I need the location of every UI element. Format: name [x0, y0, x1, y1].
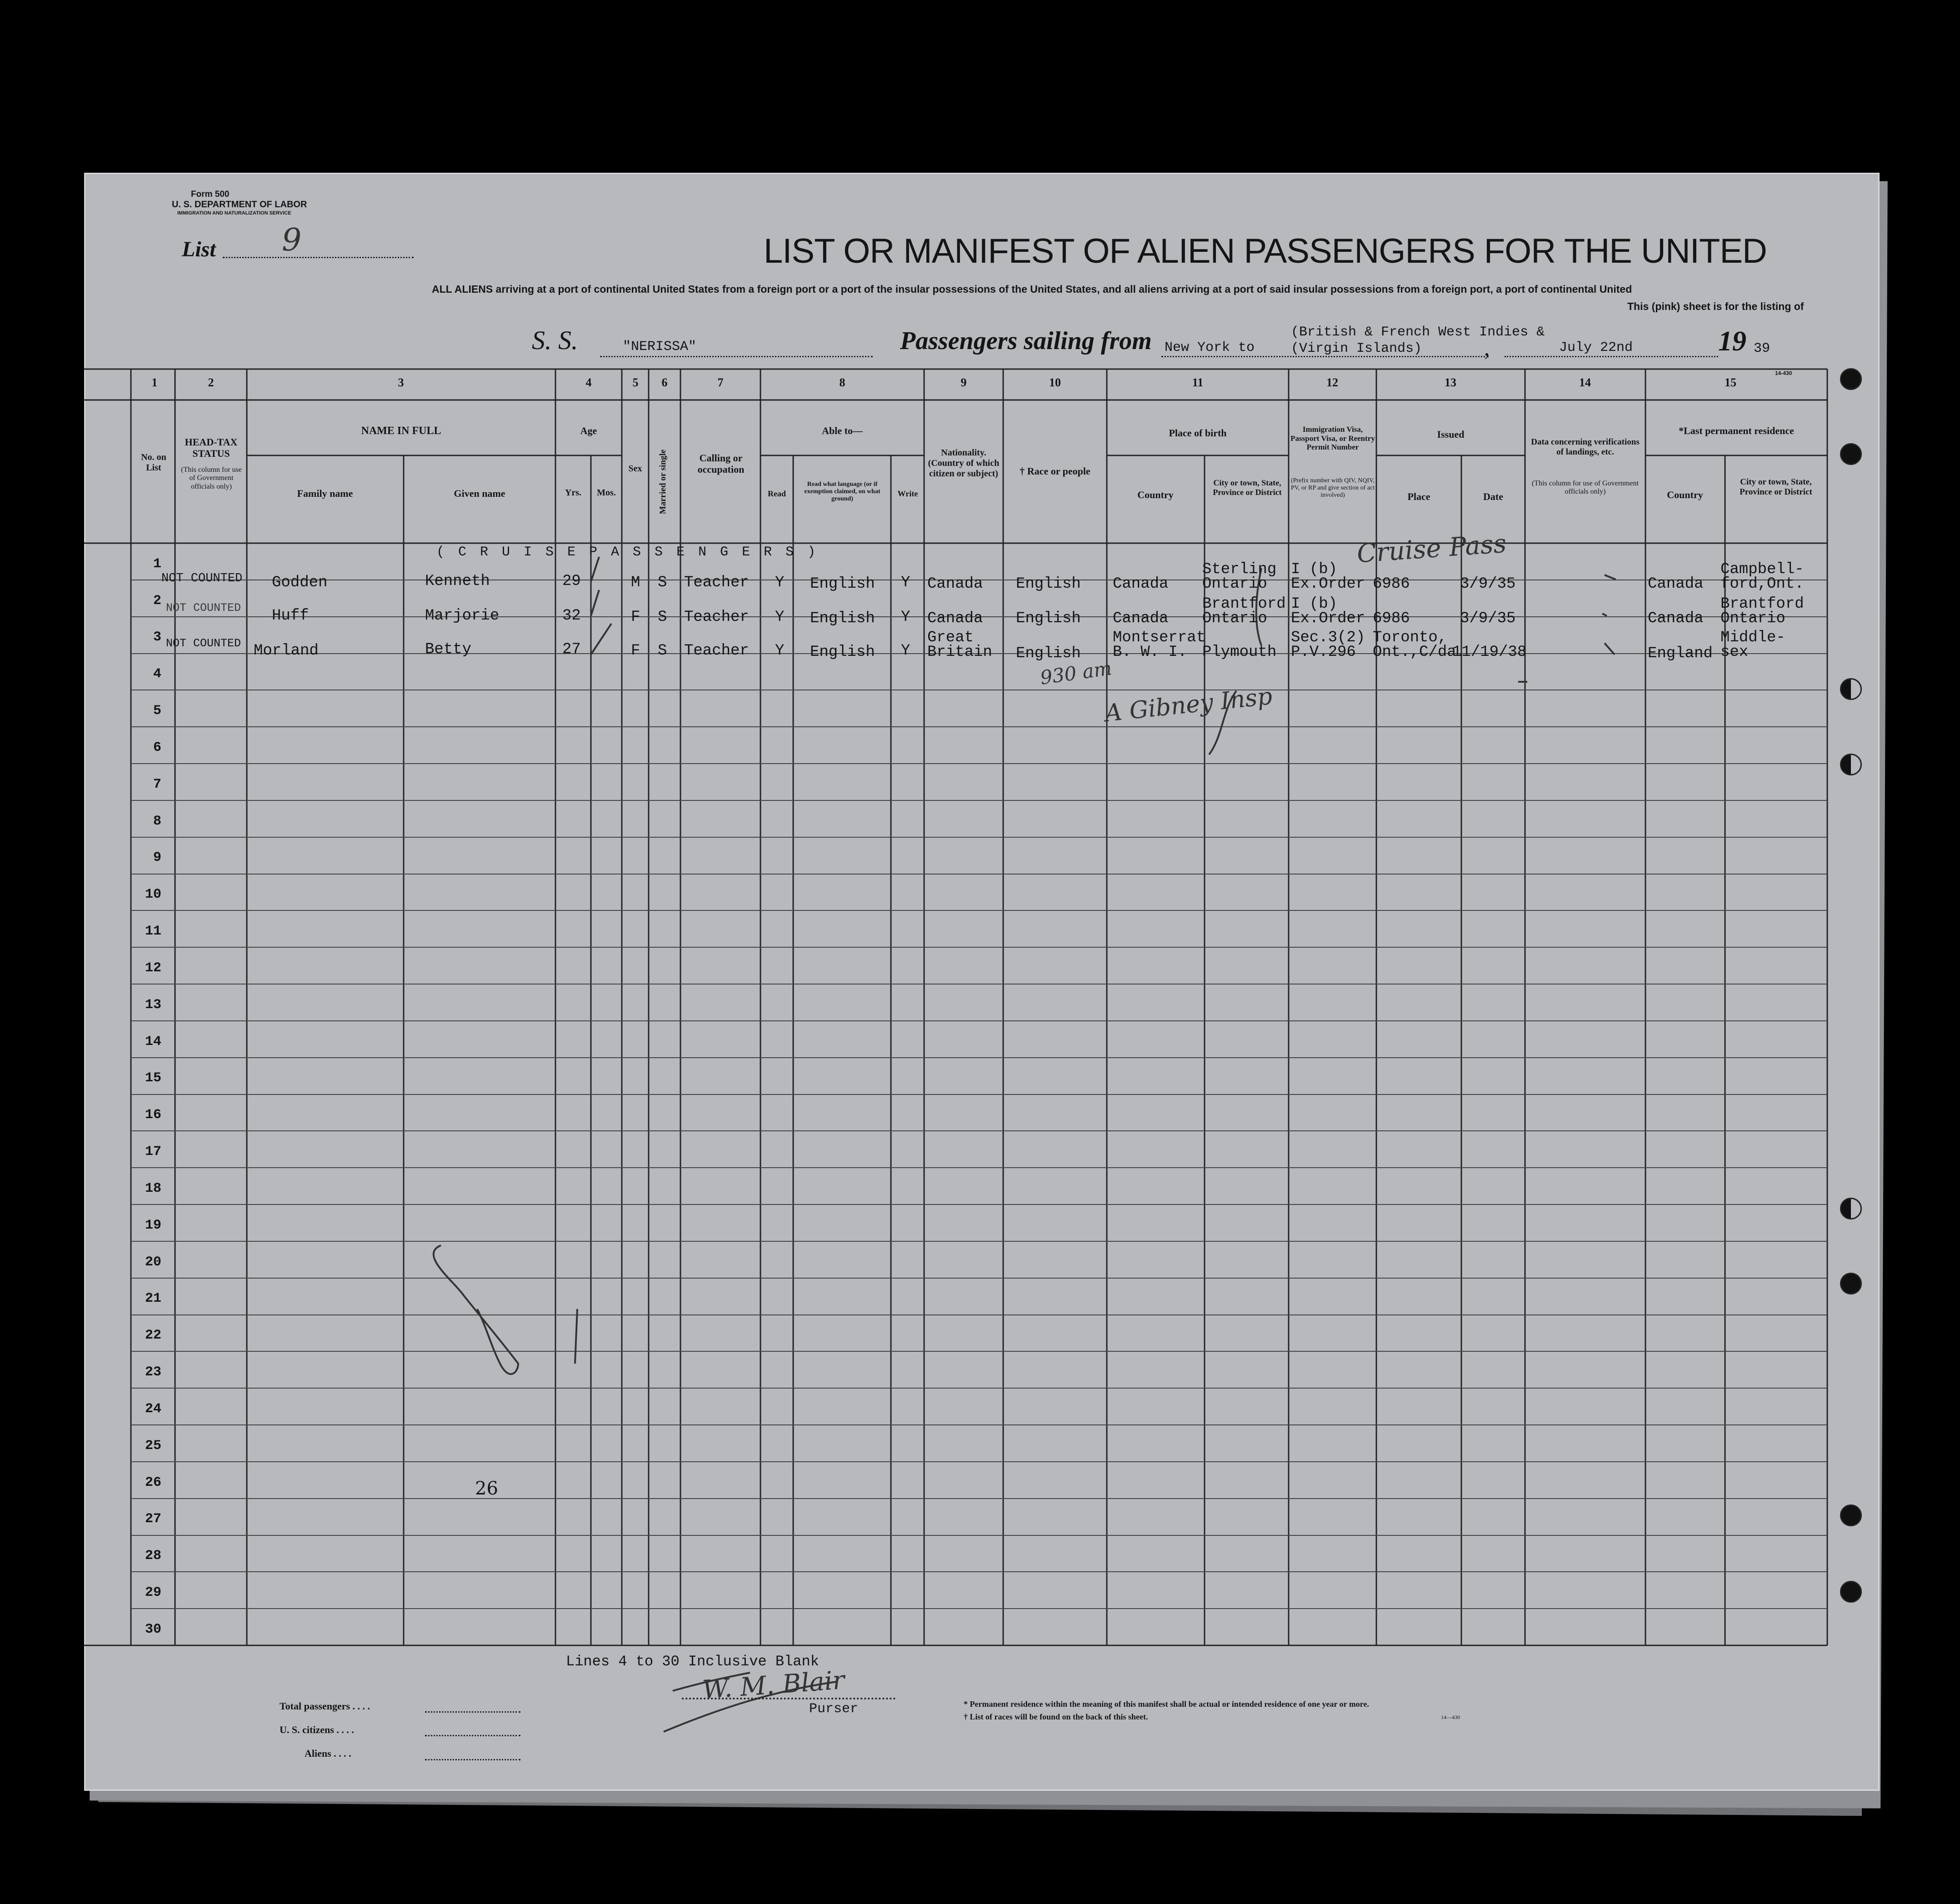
read-cell: Y — [775, 574, 785, 591]
subtitle-line2: This (pink) sheet is for the listing of — [1627, 300, 1804, 312]
write-cell: Y — [901, 642, 910, 660]
res-city-cell: Ontario — [1720, 610, 1785, 627]
aliens-label: Aliens . . . . — [305, 1748, 351, 1759]
purser-label: Purser — [809, 1701, 859, 1717]
col-number: 7 — [717, 376, 724, 389]
age-cell: 27 — [562, 641, 581, 658]
occupation-cell: Teacher — [684, 642, 749, 660]
header-last-residence: *Last permanent residence — [1679, 425, 1794, 436]
birth-country-cell: Canada — [1113, 610, 1169, 627]
family-name-cell: Godden — [272, 574, 328, 591]
sex-cell: F — [631, 642, 640, 660]
ss-label: S. S. — [532, 325, 578, 355]
race-footnote: † List of races will be found on the back of this sheet. — [964, 1712, 1148, 1721]
row-number: 11 — [145, 924, 161, 939]
inspector-signature: A Gibney Insp — [1103, 682, 1274, 728]
occupation-cell: Teacher — [684, 609, 749, 626]
header-married-single: Married or single — [658, 449, 668, 515]
race-cell: English — [1016, 645, 1081, 662]
col-number: 11 — [1192, 376, 1204, 389]
header-calling: Calling or occupation — [697, 452, 745, 475]
department-label: U. S. DEPARTMENT OF LABOR — [172, 200, 307, 210]
occupation-cell: Teacher — [684, 574, 749, 591]
language-cell: English — [810, 610, 875, 627]
list-number: 9 — [282, 222, 302, 258]
col-number: 12 — [1326, 376, 1338, 389]
header-sex: Sex — [628, 464, 642, 474]
purser-line — [682, 1698, 895, 1699]
head-tax-cell: NOT COUNTED — [166, 637, 241, 650]
col-number: 9 — [960, 376, 967, 389]
issued-place-cell: Toronto, — [1373, 629, 1447, 646]
row-number: 12 — [145, 960, 161, 976]
row-number: 8 — [153, 814, 161, 829]
res-city-cell: Brantford — [1720, 595, 1804, 613]
row-number: 21 — [145, 1291, 161, 1306]
header-visa: Immigration Visa, Passport Visa, or Reentry Permit Number — [1290, 425, 1375, 452]
col-number: 5 — [632, 376, 639, 389]
res-country-cell: England — [1648, 645, 1713, 662]
us-citizens-label: U. S. citizens . . . . — [280, 1724, 354, 1735]
sailing-date: July 22nd — [1559, 340, 1633, 355]
col-number: 8 — [839, 376, 845, 389]
destination-line1: (British & French West Indies & — [1291, 325, 1545, 340]
header-no-on-list: No. on List — [141, 452, 166, 473]
row-number: 5 — [153, 703, 161, 719]
header-nationality: Nationality. (Country of which citizen or subject) — [928, 448, 1000, 479]
visa-cell: P.V.296 — [1291, 644, 1356, 661]
header-name-in-full: NAME IN FULL — [361, 425, 441, 437]
visa-cell: Sec.3(2) — [1291, 629, 1365, 646]
row-number: 2 — [153, 593, 161, 609]
res-city-cell: Middle- — [1720, 629, 1785, 646]
nationality-cell: Canada — [927, 610, 983, 627]
res-country-cell: Canada — [1648, 610, 1704, 627]
subtitle-line1: ALL ALIENS arriving at a port of continental United States from a foreign port or a port of the insular possessions of the United States, and all aliens arriving at a port of said insular possessions from a foreign port, a port of continental United — [432, 283, 1632, 295]
header-place-of-birth: Place of birth — [1169, 427, 1227, 439]
head-tax-cell: NOT COUNTED — [161, 572, 243, 585]
list-label: List — [182, 237, 216, 261]
race-cell: English — [1016, 575, 1081, 593]
header-head-tax: HEAD-TAX STATUS — [185, 436, 238, 460]
header-birth-city: City or town, State, Province or District — [1213, 478, 1282, 497]
row-number: 16 — [145, 1107, 161, 1123]
issued-place-cell: Ont.,C/da. — [1373, 644, 1466, 661]
nationality-cell: Britain — [927, 644, 992, 661]
footer-code: 14—430 — [1441, 1714, 1460, 1720]
age-cell: 32 — [562, 607, 581, 625]
marital-cell: S — [658, 642, 667, 660]
birth-city-cell: Brantford — [1202, 595, 1286, 613]
row-number: 1 — [153, 556, 161, 572]
row-number: 10 — [145, 887, 161, 902]
res-country-cell: Canada — [1648, 575, 1704, 593]
row-number: 9 — [153, 850, 161, 865]
birth-city-cell: Ontario — [1202, 575, 1267, 593]
col-number: 4 — [585, 376, 592, 389]
header-issued-date: Date — [1483, 491, 1503, 502]
row-number: 6 — [153, 740, 161, 755]
head-tax-cell: NOT COUNTED — [166, 601, 241, 615]
cruise-pass-handwriting: Cruise Pass — [1356, 529, 1508, 569]
row-number: 22 — [145, 1328, 161, 1343]
us-citizens-line — [425, 1735, 520, 1736]
header-birth-country: Country — [1137, 489, 1174, 500]
row-number: 30 — [145, 1622, 161, 1637]
sex-cell: M — [631, 574, 640, 591]
col-number: 1 — [151, 376, 158, 389]
row-number: 7 — [153, 777, 161, 792]
row-number: 27 — [145, 1511, 161, 1527]
issued-date-cell: 3/9/35 — [1460, 575, 1516, 593]
birth-country-cell: Canada — [1113, 575, 1169, 593]
col-number: 3 — [398, 376, 404, 389]
issued-place-cell: 6986 — [1373, 610, 1410, 627]
sex-cell: F — [631, 609, 640, 626]
language-cell: English — [810, 644, 875, 661]
row-number: 26 — [145, 1475, 161, 1490]
header-age: Age — [580, 425, 597, 436]
birth-city-cell: Sterling — [1202, 561, 1277, 578]
nationality-cell: Great — [927, 629, 974, 646]
header-write: Write — [897, 489, 918, 498]
sailing-label: Passengers sailing from — [900, 327, 1152, 355]
col-number: 6 — [661, 376, 668, 389]
given-name-cell: Marjorie — [425, 607, 500, 625]
header-res-country: Country — [1667, 489, 1703, 500]
family-name-cell: Huff — [272, 607, 309, 625]
header-landing-data: Data concerning verifications of landings, etc. — [1531, 437, 1640, 457]
visa-cell: I (b) — [1291, 561, 1338, 578]
row-number: 14 — [145, 1034, 161, 1049]
visa-cell: Ex.Order — [1291, 575, 1365, 593]
header-landing-note: (This column for use of Government officials only) — [1531, 480, 1639, 496]
row-number: 17 — [145, 1144, 161, 1159]
page-count: 26 — [475, 1478, 498, 1499]
col-number: 13 — [1445, 376, 1456, 389]
manifest-title: LIST OR MANIFEST OF ALIEN PASSENGERS FOR THE UNITED — [764, 232, 1767, 270]
row-number: 15 — [145, 1070, 161, 1086]
header-able-to: Able to— — [822, 425, 863, 436]
visa-cell: Ex.Order — [1291, 610, 1365, 627]
total-passengers-label: Total passengers . . . . — [280, 1700, 370, 1712]
row-number: 13 — [145, 997, 161, 1013]
sailing-from: New York to — [1165, 340, 1255, 355]
page: Form 500 U. S. DEPARTMENT OF LABOR IMMIGRATION AND NATURALIZATION SERVICE List 9 LIST OR MANIFEST OF ALIEN PASSENGERS FOR THE UNITED ALL ALIENS arriving at a port of continental United States from a foreign port or a port of the insular possessions of the United States, and all aliens arriving at a port of said insular possessions from a foreign port, a port of continental United This (pink) sheet is for the listing of S. S. "NERISSA" Passengers sailing from New York to (British & French West Indies & (Virgin Islands) , July 22nd 19 39 14-430 1 2 3 4 5 6 7 8 9 10 11 12 13 14 15 No. on List HEAD-TAX STATUS (This column for use of Government officials only) NAME IN FULL Family name Given name Age Yrs. Mos. Sex Married or single Calling or occupation Able to— Read Read what language (or if exemption claimed, on what ground) Write Nationality. (Country of which citizen or subject) † Race or people Place of birth Country City or town, State, Province or District Immigration Visa, Passport Visa, or Reentry Permit Number (Prefix number with QIV, NQIV, PV, or RP and give section of act involved) Issued Place Date Data concerning verifications of landings, etc. (This column for use of Government officials only) *Last permanent residence Country City or town, State, Province or District ( C R U I S E P A S S E N G E R S ) Cruise Pass NOT COUNTED Godden Kenneth 29 M S Teacher Y English Y Canada English Canada Sterling Ontario I (b) Ex.Order 6986 3/9/35 Canada Campbell- ford,Ont. NOT COUNTED Huff Marjorie 32 F S Teacher Y English Y Canada English Canada Brantford Ontario I (b) Ex.Order 6986 3/9/35 Canada Brantford Ontario NOT COUNTED Morland Betty 27 F S Teacher Y English Y Great Britain English Montserrat B. W. I. Plymouth Sec.3(2) P.V.296 Toronto, Ont.,C/da. 11/19/38 England Middle- sex 1 2 3 4 5 6 7 8 9 10 11 12 13 14 15 16 17 18 19 20 21 22 23 24 25 26 27 28 29 30 930 am A Gibney Insp 26 Lines 4 to 30 Inclusive Blank W. M. Blair Purser Total passengers . . . . U. S. citizens . . . . Aliens . . . . * Permanent residence within the meaning of this manifest shall be actual or intended residence of one year or more. † List of races will be found on the back of this sheet. 14—430 — [0, 0, 1960, 1904]
header-read: Read — [768, 489, 786, 498]
blank-lines-note: Lines 4 to 30 Inclusive Blank — [566, 1653, 819, 1670]
issued-place-cell: 6986 — [1373, 575, 1410, 593]
header-read-language: Read what language (or if exemption claimed, on what ground) — [804, 481, 880, 503]
ship-name-line — [600, 356, 873, 357]
res-city-cell: ford,Ont. — [1720, 575, 1804, 593]
birth-city-cell: Plymouth — [1202, 644, 1277, 661]
row-number: 4 — [153, 666, 161, 682]
birth-city-cell: Ontario — [1202, 610, 1267, 627]
handwritten-marks — [434, 557, 1616, 1732]
header-family-name: Family name — [297, 488, 353, 499]
nationality-cell: Canada — [927, 575, 983, 593]
header-visa-note: (Prefix number with QIV, NQIV, PV, or RP and give section of act involved) — [1290, 477, 1375, 499]
read-cell: Y — [775, 609, 785, 626]
marital-cell: S — [658, 574, 667, 591]
form-code: 14-430 — [1775, 370, 1792, 376]
header-issued-place: Place — [1407, 491, 1430, 502]
birth-country-cell: Montserrat — [1113, 629, 1206, 646]
res-city-cell: sex — [1720, 644, 1749, 661]
header-race: † Race or people — [1020, 465, 1090, 477]
issued-date-cell: 11/19/38 — [1452, 644, 1527, 661]
col-number: 10 — [1049, 376, 1061, 389]
birth-country-cell: B. W. I. — [1113, 644, 1187, 661]
header-given-name: Given name — [454, 488, 505, 499]
row-number: 19 — [145, 1218, 161, 1233]
res-city-cell: Campbell- — [1720, 561, 1804, 578]
row-number: 25 — [145, 1438, 161, 1454]
ship-name: "NERISSA" — [623, 339, 697, 355]
residence-footnote: * Permanent residence within the meaning of this manifest shall be actual or intended residence of one year or more. — [964, 1699, 1369, 1709]
time-note-handwriting: 930 am — [1039, 657, 1113, 689]
aliens-line — [425, 1759, 520, 1760]
race-cell: English — [1016, 610, 1081, 627]
year-suffix: 39 — [1754, 341, 1770, 356]
write-cell: Y — [901, 574, 910, 591]
cruise-passengers-label: ( C R U I S E P A S S E N G E R S ) — [436, 545, 819, 560]
col-number: 14 — [1579, 376, 1591, 389]
read-cell: Y — [775, 642, 785, 660]
header-res-city: City or town, State, Province or District — [1740, 477, 1812, 497]
language-cell: English — [810, 575, 875, 593]
visa-cell: I (b) — [1291, 595, 1338, 613]
row-number: 20 — [145, 1254, 161, 1270]
given-name-cell: Betty — [425, 641, 472, 658]
col-number: 2 — [208, 376, 214, 389]
row-number: 23 — [145, 1364, 161, 1380]
header-issued: Issued — [1437, 429, 1465, 440]
family-name-cell: Morland — [254, 642, 319, 660]
destination-line2: (Virgin Islands) — [1291, 341, 1422, 356]
header-yrs: Yrs. — [565, 488, 582, 498]
service-label: IMMIGRATION AND NATURALIZATION SERVICE — [177, 210, 291, 216]
year-prefix: 19 — [1718, 326, 1746, 357]
row-number: 24 — [145, 1401, 161, 1417]
form-number: Form 500 — [191, 190, 230, 199]
date-line — [1505, 356, 1718, 357]
row-number: 28 — [145, 1548, 161, 1564]
given-name-cell: Kenneth — [425, 573, 490, 590]
row-number: 29 — [145, 1585, 161, 1600]
marital-cell: S — [658, 609, 667, 626]
list-number-line — [223, 257, 414, 258]
write-cell: Y — [901, 609, 910, 626]
purser-signature: W. M. Blair — [701, 1665, 846, 1705]
header-head-tax-note: (This column for use of Government officials only) — [181, 466, 242, 490]
header-mos: Mos. — [597, 488, 616, 498]
row-number: 18 — [145, 1181, 161, 1196]
col-number: 15 — [1725, 376, 1736, 389]
row-number: 3 — [153, 630, 161, 645]
age-cell: 29 — [562, 573, 581, 590]
total-passengers-line — [425, 1711, 520, 1713]
issued-date-cell: 3/9/35 — [1460, 610, 1516, 627]
